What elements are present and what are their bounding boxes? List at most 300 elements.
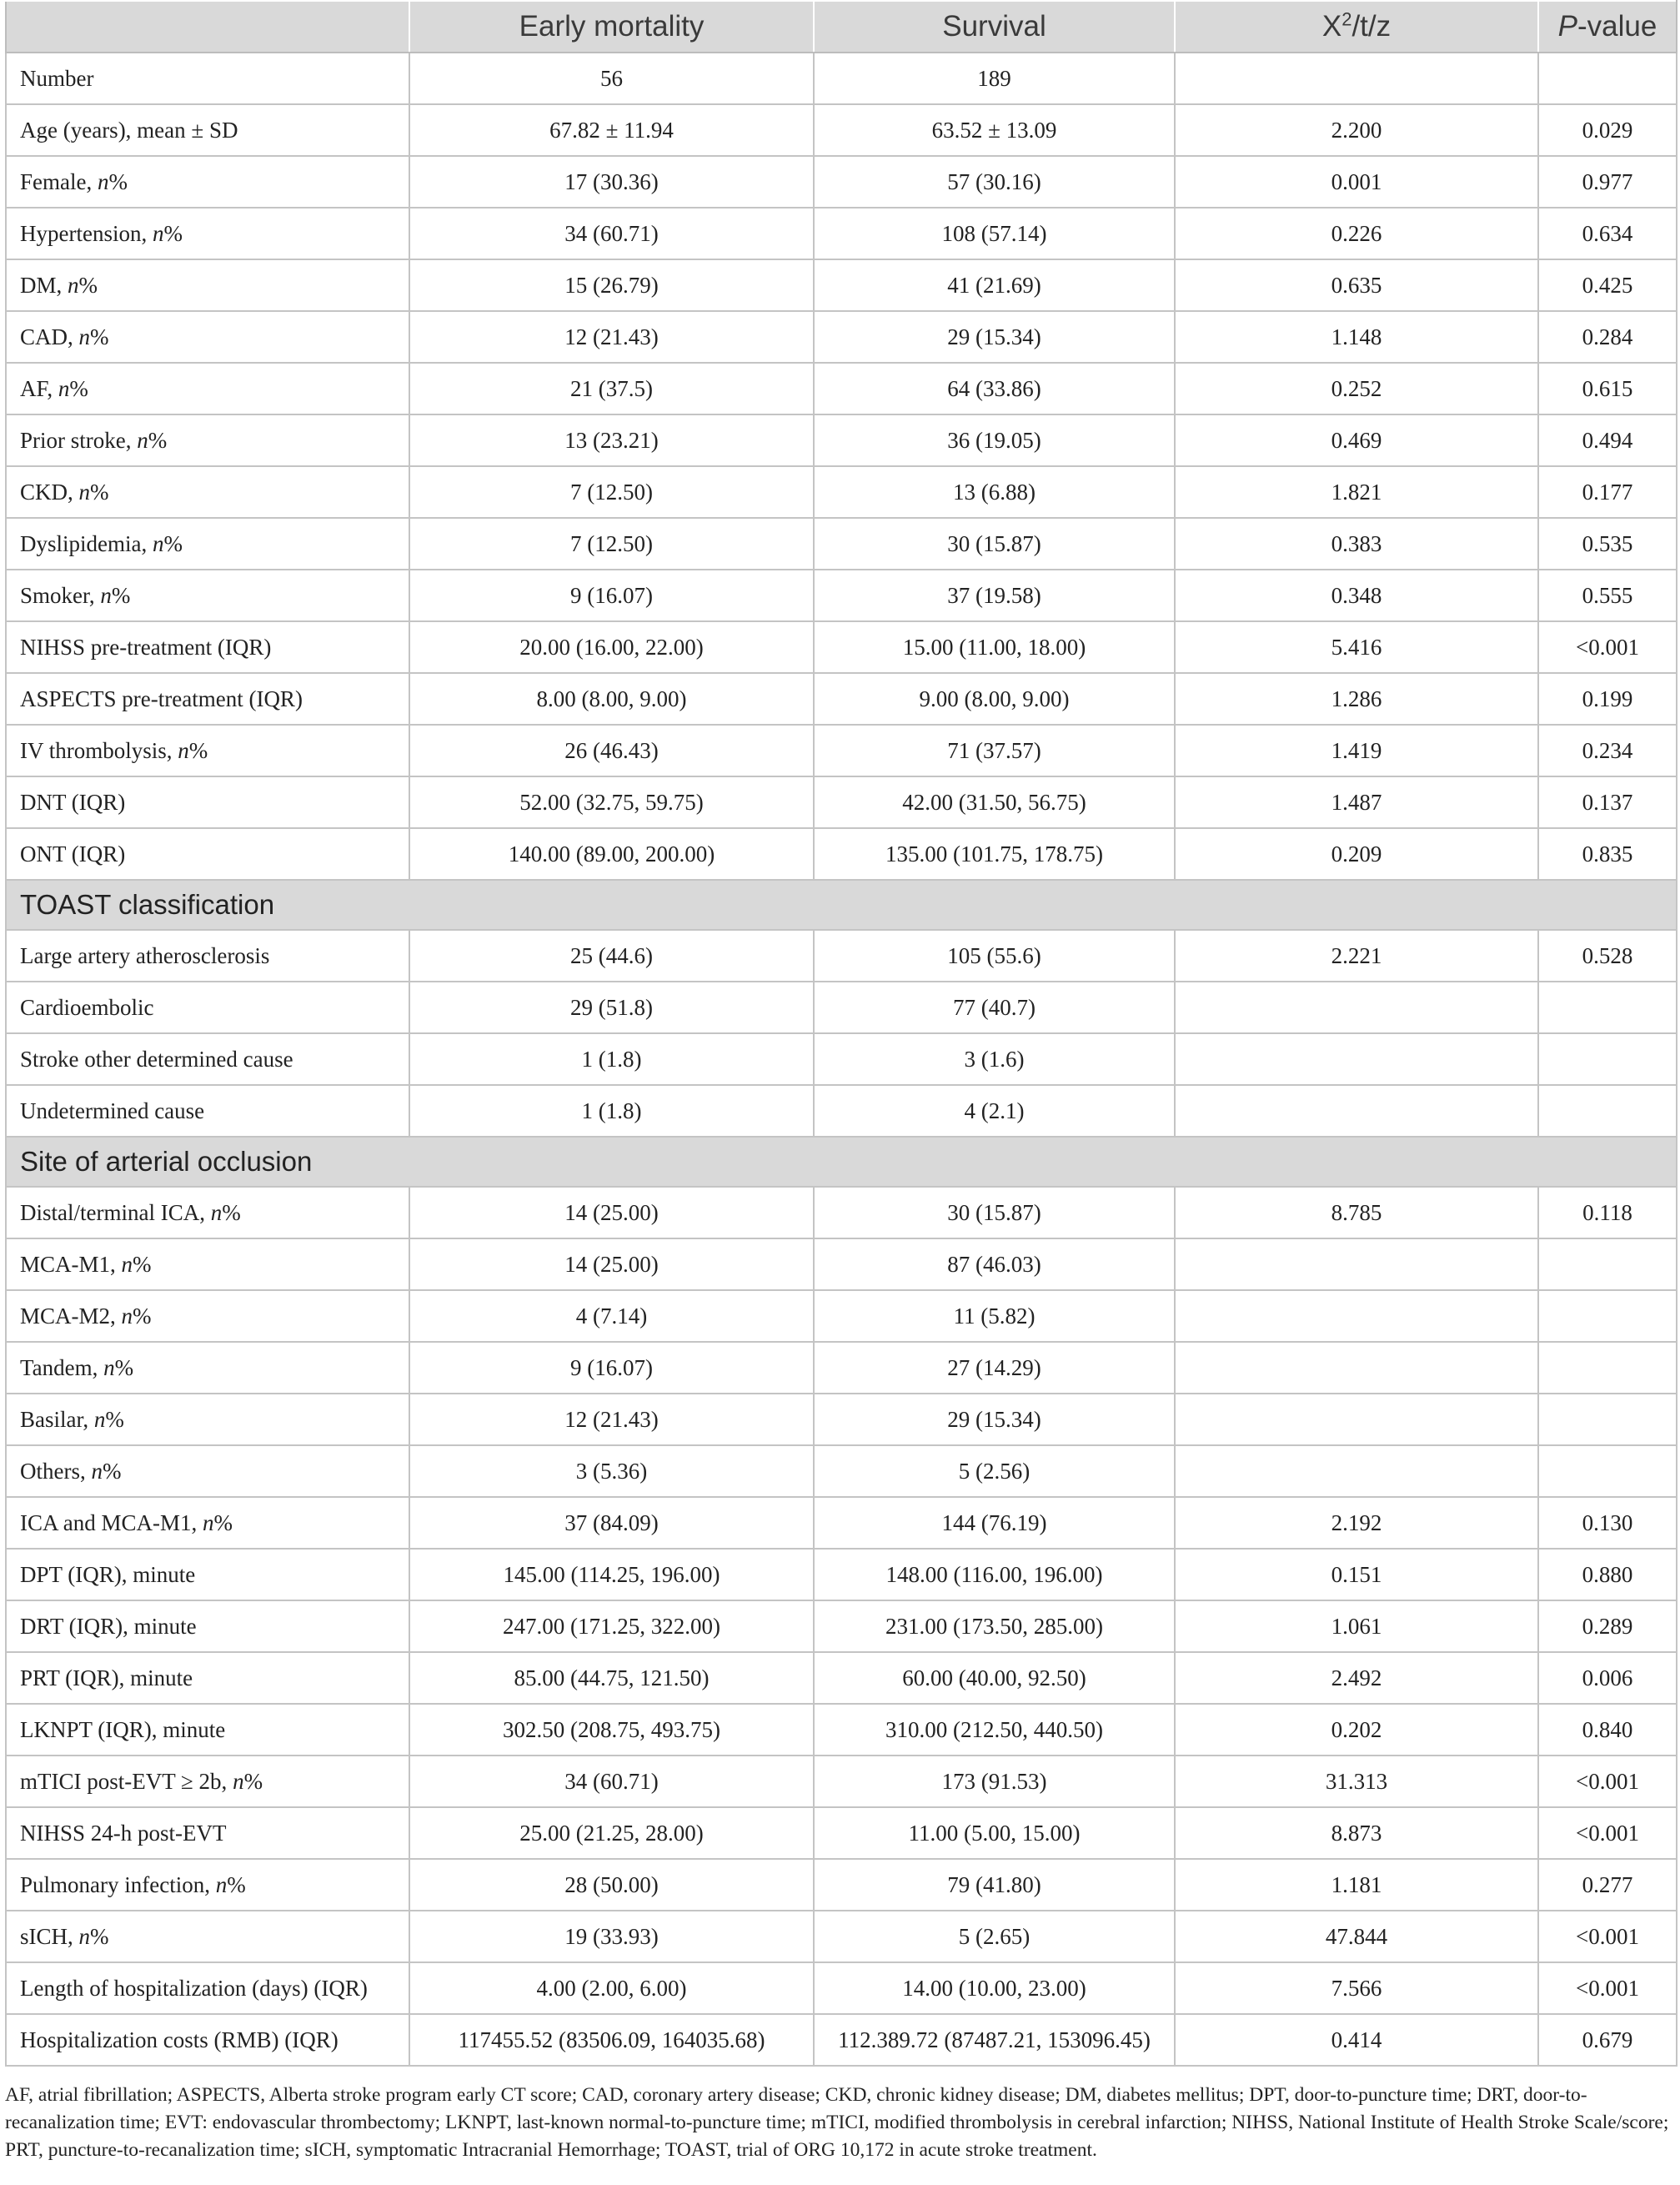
p-value-cell: <0.001 [1538,1807,1677,1859]
survival-cell: 108 (57.14) [814,208,1175,259]
row-label [6,363,409,414]
survival-cell: 231.00 (173.50, 285.00) [814,1600,1175,1652]
stat-base: X [1321,10,1342,43]
survival-cell: 37 (19.58) [814,570,1175,621]
table-row [6,1756,1677,1807]
row-label [6,1962,409,2014]
early-mortality-cell: 12 (21.43) [409,311,814,363]
row-label-n: n [78,479,91,505]
row-label-suffix: % [78,272,98,298]
survival-cell: 87 (46.03) [814,1238,1175,1290]
early-mortality-cell: 25.00 (21.25, 28.00) [409,1807,814,1859]
row-label-suffix: % [148,427,168,453]
row-label [6,1859,409,1911]
p-value-cell: 0.615 [1538,363,1677,414]
statistic-cell [1175,982,1538,1033]
row-label [6,1704,409,1756]
table-row [6,930,1677,982]
row-label-text: DRT (IQR), minute [20,1613,197,1639]
table-row [6,1704,1677,1756]
row-label [6,208,409,259]
survival-cell: 64 (33.86) [814,363,1175,414]
stat-sup: 2 [1341,8,1352,30]
row-label-text: AF, [20,375,58,401]
row-label-suffix: % [222,1199,241,1225]
table-row [6,1549,1677,1600]
statistic-cell: 31.313 [1175,1756,1538,1807]
statistic-cell: 0.383 [1175,518,1538,570]
p-value-cell [1538,1033,1677,1085]
early-mortality-cell: 17 (30.36) [409,156,814,208]
row-label [6,466,409,518]
row-label-text: Stroke other determined cause [20,1046,293,1072]
statistic-cell: 0.469 [1175,414,1538,466]
early-mortality-cell: 29 (51.8) [409,982,814,1033]
early-mortality-cell: 26 (46.43) [409,725,814,776]
row-label-n: n [121,1251,133,1277]
table-row [6,466,1677,518]
row-label-text: CAD, [20,324,79,349]
row-label-text: Tandem, [20,1354,104,1380]
row-label [6,930,409,982]
table-row [6,1600,1677,1652]
row-label-text: Pulmonary infection, [20,1871,216,1897]
row-label-suffix: % [243,1768,263,1794]
survival-cell: 135.00 (101.75, 178.75) [814,828,1175,880]
table-row [6,776,1677,828]
p-value-cell: 0.277 [1538,1859,1677,1911]
row-label [6,53,409,104]
p-value-cell: <0.001 [1538,621,1677,673]
row-label [6,776,409,828]
statistic-cell: 1.487 [1175,776,1538,828]
p-value-cell: 0.679 [1538,2014,1677,2066]
statistic-cell: 47.844 [1175,1911,1538,1962]
early-mortality-cell: 25 (44.6) [409,930,814,982]
section-row [6,880,1677,930]
table-row [6,1290,1677,1342]
row-label [6,156,409,208]
p-value-cell [1538,1342,1677,1394]
table-row [6,414,1677,466]
statistic-cell [1175,1342,1538,1394]
row-label [6,1652,409,1704]
data-table [5,0,1677,2067]
row-label-suffix: % [213,1509,233,1535]
statistic-cell: 0.635 [1175,259,1538,311]
statistic-cell [1175,1445,1538,1497]
early-mortality-cell: 9 (16.07) [409,570,814,621]
early-mortality-cell: 247.00 (171.25, 322.00) [409,1600,814,1652]
row-label [6,1085,409,1137]
row-label-n: n [97,168,109,194]
p-value-cell: 0.835 [1538,828,1677,880]
p-value-cell: 0.425 [1538,259,1677,311]
early-mortality-cell: 21 (37.5) [409,363,814,414]
table-row [6,1445,1677,1497]
row-label-text: mTICI post-EVT ≥ 2b, [20,1768,233,1794]
p-value-cell: 0.977 [1538,156,1677,208]
row-label-n: n [100,582,112,608]
row-label [6,982,409,1033]
survival-cell: 148.00 (116.00, 196.00) [814,1549,1175,1600]
statistic-cell: 0.209 [1175,828,1538,880]
row-label-n: n [152,530,164,556]
row-label-text: Cardioembolic [20,994,154,1020]
row-label-n: n [78,324,91,349]
survival-cell: 30 (15.87) [814,518,1175,570]
table-row [6,53,1677,104]
row-label [6,1033,409,1085]
row-label-suffix: % [105,1406,124,1432]
table-row [6,1911,1677,1962]
row-label [6,1342,409,1394]
table-row [6,1807,1677,1859]
row-label-n: n [233,1768,244,1794]
early-mortality-cell: 140.00 (89.00, 200.00) [409,828,814,880]
survival-cell: 310.00 (212.50, 440.50) [814,1704,1175,1756]
p-value-cell: <0.001 [1538,1911,1677,1962]
row-label-text: Dyslipidemia, [20,530,153,556]
early-mortality-cell: 15 (26.79) [409,259,814,311]
early-mortality-cell: 37 (84.09) [409,1497,814,1549]
early-mortality-cell: 302.50 (208.75, 493.75) [409,1704,814,1756]
row-label-suffix: % [102,1458,122,1484]
row-label-suffix: % [69,375,88,401]
table-row [6,1187,1677,1238]
statistic-cell: 0.151 [1175,1549,1538,1600]
row-label-text: Hospitalization costs (RMB) (IQR) [20,2027,339,2052]
survival-cell: 29 (15.34) [814,311,1175,363]
section-heading: Site of arterial occlusion [6,1137,1677,1187]
row-label-suffix: % [90,479,109,505]
table-row [6,570,1677,621]
row-label [6,1394,409,1445]
row-label-text: Number [20,65,94,91]
p-value-cell: <0.001 [1538,1962,1677,2014]
p-value-cell: 0.840 [1538,1704,1677,1756]
table-row [6,208,1677,259]
statistic-cell [1175,1394,1538,1445]
statistic-cell: 1.061 [1175,1600,1538,1652]
p-value-cell: 0.494 [1538,414,1677,466]
statistic-cell: 1.286 [1175,673,1538,725]
row-label-text: Prior stroke, [20,427,138,453]
p-value-cell [1538,1238,1677,1290]
statistic-cell: 0.001 [1175,156,1538,208]
row-label [6,2014,409,2066]
row-label-n: n [91,1458,103,1484]
survival-cell: 60.00 (40.00, 92.50) [814,1652,1175,1704]
row-label-text: Length of hospitalization (days) (IQR) [20,1975,368,2001]
early-mortality-cell: 28 (50.00) [409,1859,814,1911]
row-label-text: Basilar, [20,1406,94,1432]
row-label-n: n [210,1199,223,1225]
survival-cell: 9.00 (8.00, 9.00) [814,673,1175,725]
statistic-cell: 2.492 [1175,1652,1538,1704]
survival-cell: 112.389.72 (87487.21, 153096.45) [814,2014,1175,2066]
statistic-cell: 0.252 [1175,363,1538,414]
row-label-n: n [215,1871,228,1897]
row-label-text: MCA-M2, [20,1303,122,1329]
early-mortality-cell: 67.82 ± 11.94 [409,104,814,156]
survival-cell: 36 (19.05) [814,414,1175,466]
table-row [6,725,1677,776]
survival-cell: 30 (15.87) [814,1187,1175,1238]
survival-cell: 144 (76.19) [814,1497,1175,1549]
early-mortality-cell: 14 (25.00) [409,1238,814,1290]
row-label-text: DM, [20,272,68,298]
row-label-suffix: % [133,1303,152,1329]
row-label-n: n [93,1406,106,1432]
statistic-cell: 0.348 [1175,570,1538,621]
p-value-cell: 0.118 [1538,1187,1677,1238]
p-value-cell: 0.029 [1538,104,1677,156]
early-mortality-cell: 12 (21.43) [409,1394,814,1445]
row-label [6,673,409,725]
table-row [6,982,1677,1033]
row-label-n: n [58,375,70,401]
row-label-text: ASPECTS pre-treatment (IQR) [20,686,303,711]
p-value-cell: 0.535 [1538,518,1677,570]
stat-rest: /t/z [1352,10,1392,43]
row-label [6,621,409,673]
row-label [6,1807,409,1859]
header-survival: Survival [814,1,1175,53]
early-mortality-cell: 1 (1.8) [409,1085,814,1137]
survival-cell: 4 (2.1) [814,1085,1175,1137]
row-label-text: Hypertension, [20,220,153,246]
row-label-suffix: % [90,324,109,349]
statistic-cell: 0.414 [1175,2014,1538,2066]
early-mortality-cell: 34 (60.71) [409,1756,814,1807]
row-label-suffix: % [90,1923,109,1949]
row-label-text: MCA-M1, [20,1251,122,1277]
p-italic: P [1557,10,1578,43]
table-row [6,1085,1677,1137]
table-footnote: AF, atrial fibrillation; ASPECTS, Alberta stroke program early CT score; CAD, coronary artery disease; CKD, chronic kidney disease; DM, diabetes mellitus; DPT, door-to-puncture time; DRT, door-to-recanalization time; EVT: endovascular thrombectomy; LKNPT, last-known normal-to-puncture time; mTICI, modified thrombolysis in cerebral infarction; NIHSS, National Institute of Health Stroke Scale/score; PRT, puncture-to-recanalization time; sICH, symptomatic Intracranial Hemorrhage; TOAST, trial of ORG 10,172 in acute stroke treatment. [5,2084,1669,2161]
table-row [6,2014,1677,2066]
statistic-cell: 5.416 [1175,621,1538,673]
row-label-text: sICH, [20,1923,79,1949]
survival-cell: 189 [814,53,1175,104]
survival-cell: 57 (30.16) [814,156,1175,208]
statistic-cell [1175,1238,1538,1290]
row-label-text: Distal/terminal ICA, [20,1199,211,1225]
statistic-cell: 1.181 [1175,1859,1538,1911]
row-label-suffix: % [163,220,183,246]
early-mortality-cell: 20.00 (16.00, 22.00) [409,621,814,673]
row-label-text: Age (years), mean ± SD [20,117,238,143]
survival-cell: 41 (21.69) [814,259,1175,311]
p-value-cell [1538,1085,1677,1137]
row-label [6,570,409,621]
row-label-text: PRT (IQR), minute [20,1665,193,1690]
survival-cell: 5 (2.65) [814,1911,1175,1962]
row-label [6,518,409,570]
table-row [6,259,1677,311]
row-label-n: n [121,1303,133,1329]
early-mortality-cell: 34 (60.71) [409,208,814,259]
row-label [6,1756,409,1807]
row-label [6,104,409,156]
early-mortality-cell: 13 (23.21) [409,414,814,466]
row-label-n: n [103,1354,115,1380]
table-row [6,828,1677,880]
row-label-text: DPT (IQR), minute [20,1561,196,1587]
early-mortality-cell: 9 (16.07) [409,1342,814,1394]
row-label [6,1549,409,1600]
section-heading: TOAST classification [6,880,1677,930]
early-mortality-cell: 1 (1.8) [409,1033,814,1085]
row-label-n: n [68,272,79,298]
p-value-cell: 0.006 [1538,1652,1677,1704]
row-label-suffix: % [114,1354,134,1380]
p-value-cell: 0.234 [1538,725,1677,776]
table-row [6,673,1677,725]
statistic-cell: 8.785 [1175,1187,1538,1238]
row-label [6,259,409,311]
header-p-value [1538,1,1677,53]
header-statistic [1175,1,1538,53]
table-row [6,1859,1677,1911]
table-row [6,518,1677,570]
row-label-text: ICA and MCA-M1, [20,1509,203,1535]
survival-cell: 27 (14.29) [814,1342,1175,1394]
table-row [6,1033,1677,1085]
row-label-n: n [137,427,148,453]
survival-cell: 71 (37.57) [814,725,1175,776]
row-label [6,311,409,363]
p-value-cell: 0.177 [1538,466,1677,518]
survival-cell: 11 (5.82) [814,1290,1175,1342]
early-mortality-cell: 4.00 (2.00, 6.00) [409,1962,814,2014]
p-value-cell [1538,1394,1677,1445]
row-label-text: NIHSS 24-h post-EVT [20,1820,227,1846]
row-label-suffix: % [163,530,183,556]
row-label [6,725,409,776]
section-row [6,1137,1677,1187]
p-value-cell: 0.634 [1538,208,1677,259]
p-value-cell [1538,1445,1677,1497]
p-value-cell: 0.130 [1538,1497,1677,1549]
row-label-text: LKNPT (IQR), minute [20,1716,226,1742]
row-label-text: Undetermined cause [20,1098,205,1123]
early-mortality-cell: 52.00 (32.75, 59.75) [409,776,814,828]
statistic-cell: 0.226 [1175,208,1538,259]
row-label [6,1911,409,1962]
row-label-text: Others, [20,1458,92,1484]
row-label-suffix: % [133,1251,152,1277]
table-row [6,156,1677,208]
row-label-text: NIHSS pre-treatment (IQR) [20,634,272,660]
survival-cell: 15.00 (11.00, 18.00) [814,621,1175,673]
row-label-text: Female, [20,168,98,194]
header-label [6,1,409,53]
statistic-cell [1175,1033,1538,1085]
early-mortality-cell: 14 (25.00) [409,1187,814,1238]
row-label [6,1445,409,1497]
p-value-cell: 0.880 [1538,1549,1677,1600]
survival-cell: 63.52 ± 13.09 [814,104,1175,156]
row-label-text: DNT (IQR) [20,789,126,815]
row-label-suffix: % [188,737,208,763]
early-mortality-cell: 19 (33.93) [409,1911,814,1962]
row-label-n: n [203,1509,214,1535]
row-label [6,828,409,880]
p-value-cell: 0.528 [1538,930,1677,982]
survival-cell: 79 (41.80) [814,1859,1175,1911]
table-row [6,363,1677,414]
statistic-cell: 2.221 [1175,930,1538,982]
p-value-cell: 0.199 [1538,673,1677,725]
statistic-cell: 2.192 [1175,1497,1538,1549]
survival-cell: 14.00 (10.00, 23.00) [814,1962,1175,2014]
p-value-cell: 0.289 [1538,1600,1677,1652]
table-row [6,1497,1677,1549]
survival-cell: 77 (40.7) [814,982,1175,1033]
statistic-cell: 7.566 [1175,1962,1538,2014]
survival-cell: 105 (55.6) [814,930,1175,982]
table-row [6,1238,1677,1290]
table-row [6,621,1677,673]
statistic-cell: 1.148 [1175,311,1538,363]
survival-cell: 173 (91.53) [814,1756,1175,1807]
early-mortality-cell: 117455.52 (83506.09, 164035.68) [409,2014,814,2066]
p-value-cell: 0.555 [1538,570,1677,621]
statistic-cell: 0.202 [1175,1704,1538,1756]
statistic-cell: 2.200 [1175,104,1538,156]
statistic-cell: 8.873 [1175,1807,1538,1859]
survival-cell: 13 (6.88) [814,466,1175,518]
early-mortality-cell: 7 (12.50) [409,518,814,570]
table-row [6,1342,1677,1394]
early-mortality-cell: 85.00 (44.75, 121.50) [409,1652,814,1704]
statistic-cell [1175,1085,1538,1137]
row-label [6,1187,409,1238]
table-row [6,104,1677,156]
statistic-cell [1175,1290,1538,1342]
survival-cell: 29 (15.34) [814,1394,1175,1445]
early-mortality-cell: 56 [409,53,814,104]
row-label-n: n [152,220,164,246]
early-mortality-cell: 145.00 (114.25, 196.00) [409,1549,814,1600]
p-value-cell: 0.284 [1538,311,1677,363]
row-label [6,1238,409,1290]
table-row [6,1652,1677,1704]
document [5,0,1676,2164]
p-value-cell: 0.137 [1538,776,1677,828]
early-mortality-cell: 8.00 (8.00, 9.00) [409,673,814,725]
row-label-text: IV thrombolysis, [20,737,178,763]
row-label [6,1290,409,1342]
survival-cell: 3 (1.6) [814,1033,1175,1085]
table-row [6,1394,1677,1445]
row-label-suffix: % [108,168,128,194]
row-label-text: ONT (IQR) [20,841,126,866]
p-rest: -value [1577,10,1657,43]
survival-cell: 5 (2.56) [814,1445,1175,1497]
table-row [6,1962,1677,2014]
row-label [6,414,409,466]
row-label [6,1497,409,1549]
statistic-cell: 1.821 [1175,466,1538,518]
row-label-n: n [178,737,189,763]
early-mortality-cell: 4 (7.14) [409,1290,814,1342]
p-value-cell: <0.001 [1538,1756,1677,1807]
p-value-cell [1538,1290,1677,1342]
row-label-text: Large artery atherosclerosis [20,942,270,968]
